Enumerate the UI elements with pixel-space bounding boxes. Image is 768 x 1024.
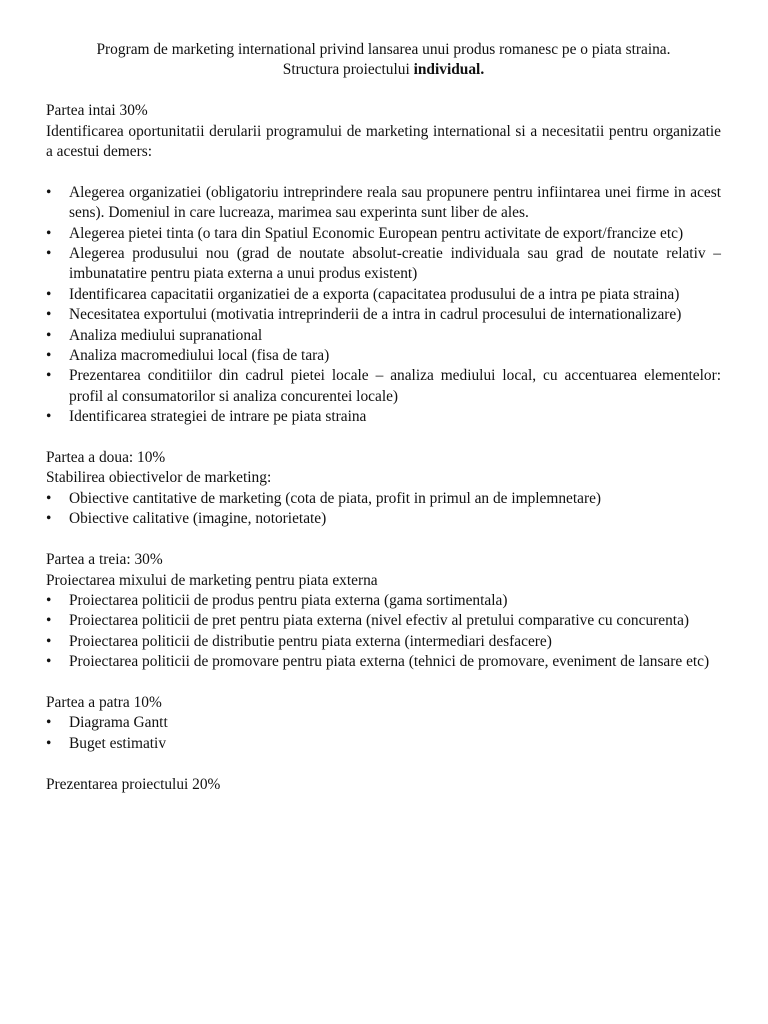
list-item-text: Diagrama Gantt — [69, 714, 168, 732]
bullet-icon: • — [46, 632, 52, 650]
list-item — [46, 244, 721, 285]
list-item-text: Proiectarea politicii de promovare pentru piata externa (tehnici de promovare, eveniment de lansare etc) — [69, 653, 710, 671]
bullet-icon: • — [46, 591, 52, 609]
list-item-text: Identificarea strategiei de intrare pe piata straina — [69, 408, 367, 426]
bullet-icon: • — [46, 224, 52, 242]
list-item-text: Alegerea pietei tinta (o tara din Spatiul Economic European pentru activitate de export/francize etc) — [69, 224, 684, 242]
list-item-text: Obiective cantitative de marketing (cota de piata, profit in primul an de implemnetare) — [69, 489, 602, 507]
list-item-text: Proiectarea politicii de pret pentru piata externa (nivel efectiv al pretului comparative cu concurenta) — [69, 612, 690, 630]
list-item-text: Obiective calitative (imagine, notorietate) — [69, 510, 327, 528]
section-part-2 — [46, 448, 721, 530]
list-item-text: Alegerea produsului nou (grad de noutate absolut-creatie individuala sau grad de noutate relativ – imbunatatire pentru piata externa a unui produs existent) — [69, 245, 721, 283]
list-item-text: Prezentarea conditiilor din cadrul pietei locale – analiza mediului local, cu accentuarea elementelor: profil al consumatorilor si analiza concurentei locale) — [69, 367, 721, 405]
section-heading: Partea a treia: 30% — [46, 551, 163, 569]
section-subheading: Stabilirea obiectivelor de marketing: — [46, 469, 272, 487]
section-subheading: Proiectarea mixului de marketing pentru piata externa — [46, 571, 378, 589]
section-part-4 — [46, 693, 721, 754]
bullet-icon: • — [46, 326, 52, 344]
title-line-2-bold: individual. — [413, 61, 485, 79]
section-subheading: Identificarea oportunitatii derularii programului de marketing international si a necesitatii pentru organizatie a acestui demers: — [46, 122, 721, 161]
list-item-text: Identificarea capacitatii organizatiei de a exporta (capacitatea produsului de a intra pe piata straina) — [69, 285, 680, 303]
bullet-icon: • — [46, 245, 52, 263]
list-item — [46, 407, 721, 427]
section-heading: Partea intai 30% — [46, 102, 148, 120]
bullet-icon: • — [46, 408, 52, 426]
bullet-icon: • — [46, 734, 52, 752]
list-item — [46, 713, 721, 733]
title-line-2-prefix: Structura proiectului — [282, 61, 414, 79]
bullet-icon: • — [46, 306, 52, 324]
list-item — [46, 734, 721, 754]
bullet-icon: • — [46, 347, 52, 365]
section-heading: Prezentarea proiectului 20% — [46, 775, 221, 793]
list-item — [46, 591, 721, 611]
title-line-1: Program de marketing international privind lansarea unui produs romanesc pe o piata straina. — [96, 41, 671, 58]
list-item — [46, 509, 721, 529]
section-heading: Partea a doua: 10% — [46, 449, 166, 467]
document-title — [46, 40, 721, 81]
list-item-text: Proiectarea politicii de produs pentru piata externa (gama sortimentala) — [69, 591, 508, 609]
document-page — [46, 40, 721, 795]
bullet-icon: • — [46, 653, 52, 671]
list-item — [46, 652, 721, 672]
bullet-icon: • — [46, 183, 52, 201]
list-item — [46, 611, 721, 631]
bullet-list — [46, 183, 721, 428]
list-item — [46, 346, 721, 366]
list-item-text: Buget estimativ — [69, 734, 167, 752]
bullet-icon: • — [46, 489, 52, 507]
section-part-1 — [46, 101, 721, 427]
section-presentation — [46, 775, 721, 795]
list-item — [46, 326, 721, 346]
bullet-icon: • — [46, 367, 52, 385]
list-item-text: Analiza macromediului local (fisa de tara) — [69, 347, 330, 365]
list-item — [46, 305, 721, 325]
bullet-icon: • — [46, 612, 52, 630]
bullet-icon: • — [46, 285, 52, 303]
list-item — [46, 183, 721, 224]
list-item-text: Proiectarea politicii de distributie pentru piata externa (intermediari desfacere) — [69, 632, 552, 650]
list-item-text: Necesitatea exportului (motivatia intreprinderii de a intra in cadrul procesului de internationalizare) — [69, 306, 682, 324]
list-item — [46, 366, 721, 407]
bullet-list — [46, 713, 721, 754]
list-item — [46, 224, 721, 244]
section-heading: Partea a patra 10% — [46, 693, 162, 711]
list-item-text: Alegerea organizatiei (obligatoriu intreprindere reala sau propunere pentru infiintarea unei firme in acest sens). Domeniul in care lucreaza, marimea sau experinta sunt liber de ales. — [69, 183, 721, 222]
bullet-list — [46, 489, 721, 530]
bullet-list — [46, 591, 721, 673]
section-part-3 — [46, 550, 721, 672]
list-item — [46, 285, 721, 305]
list-item — [46, 489, 721, 509]
list-item-text: Analiza mediului supranational — [69, 326, 263, 344]
bullet-icon: • — [46, 714, 52, 732]
list-item — [46, 632, 721, 652]
bullet-icon: • — [46, 510, 52, 528]
